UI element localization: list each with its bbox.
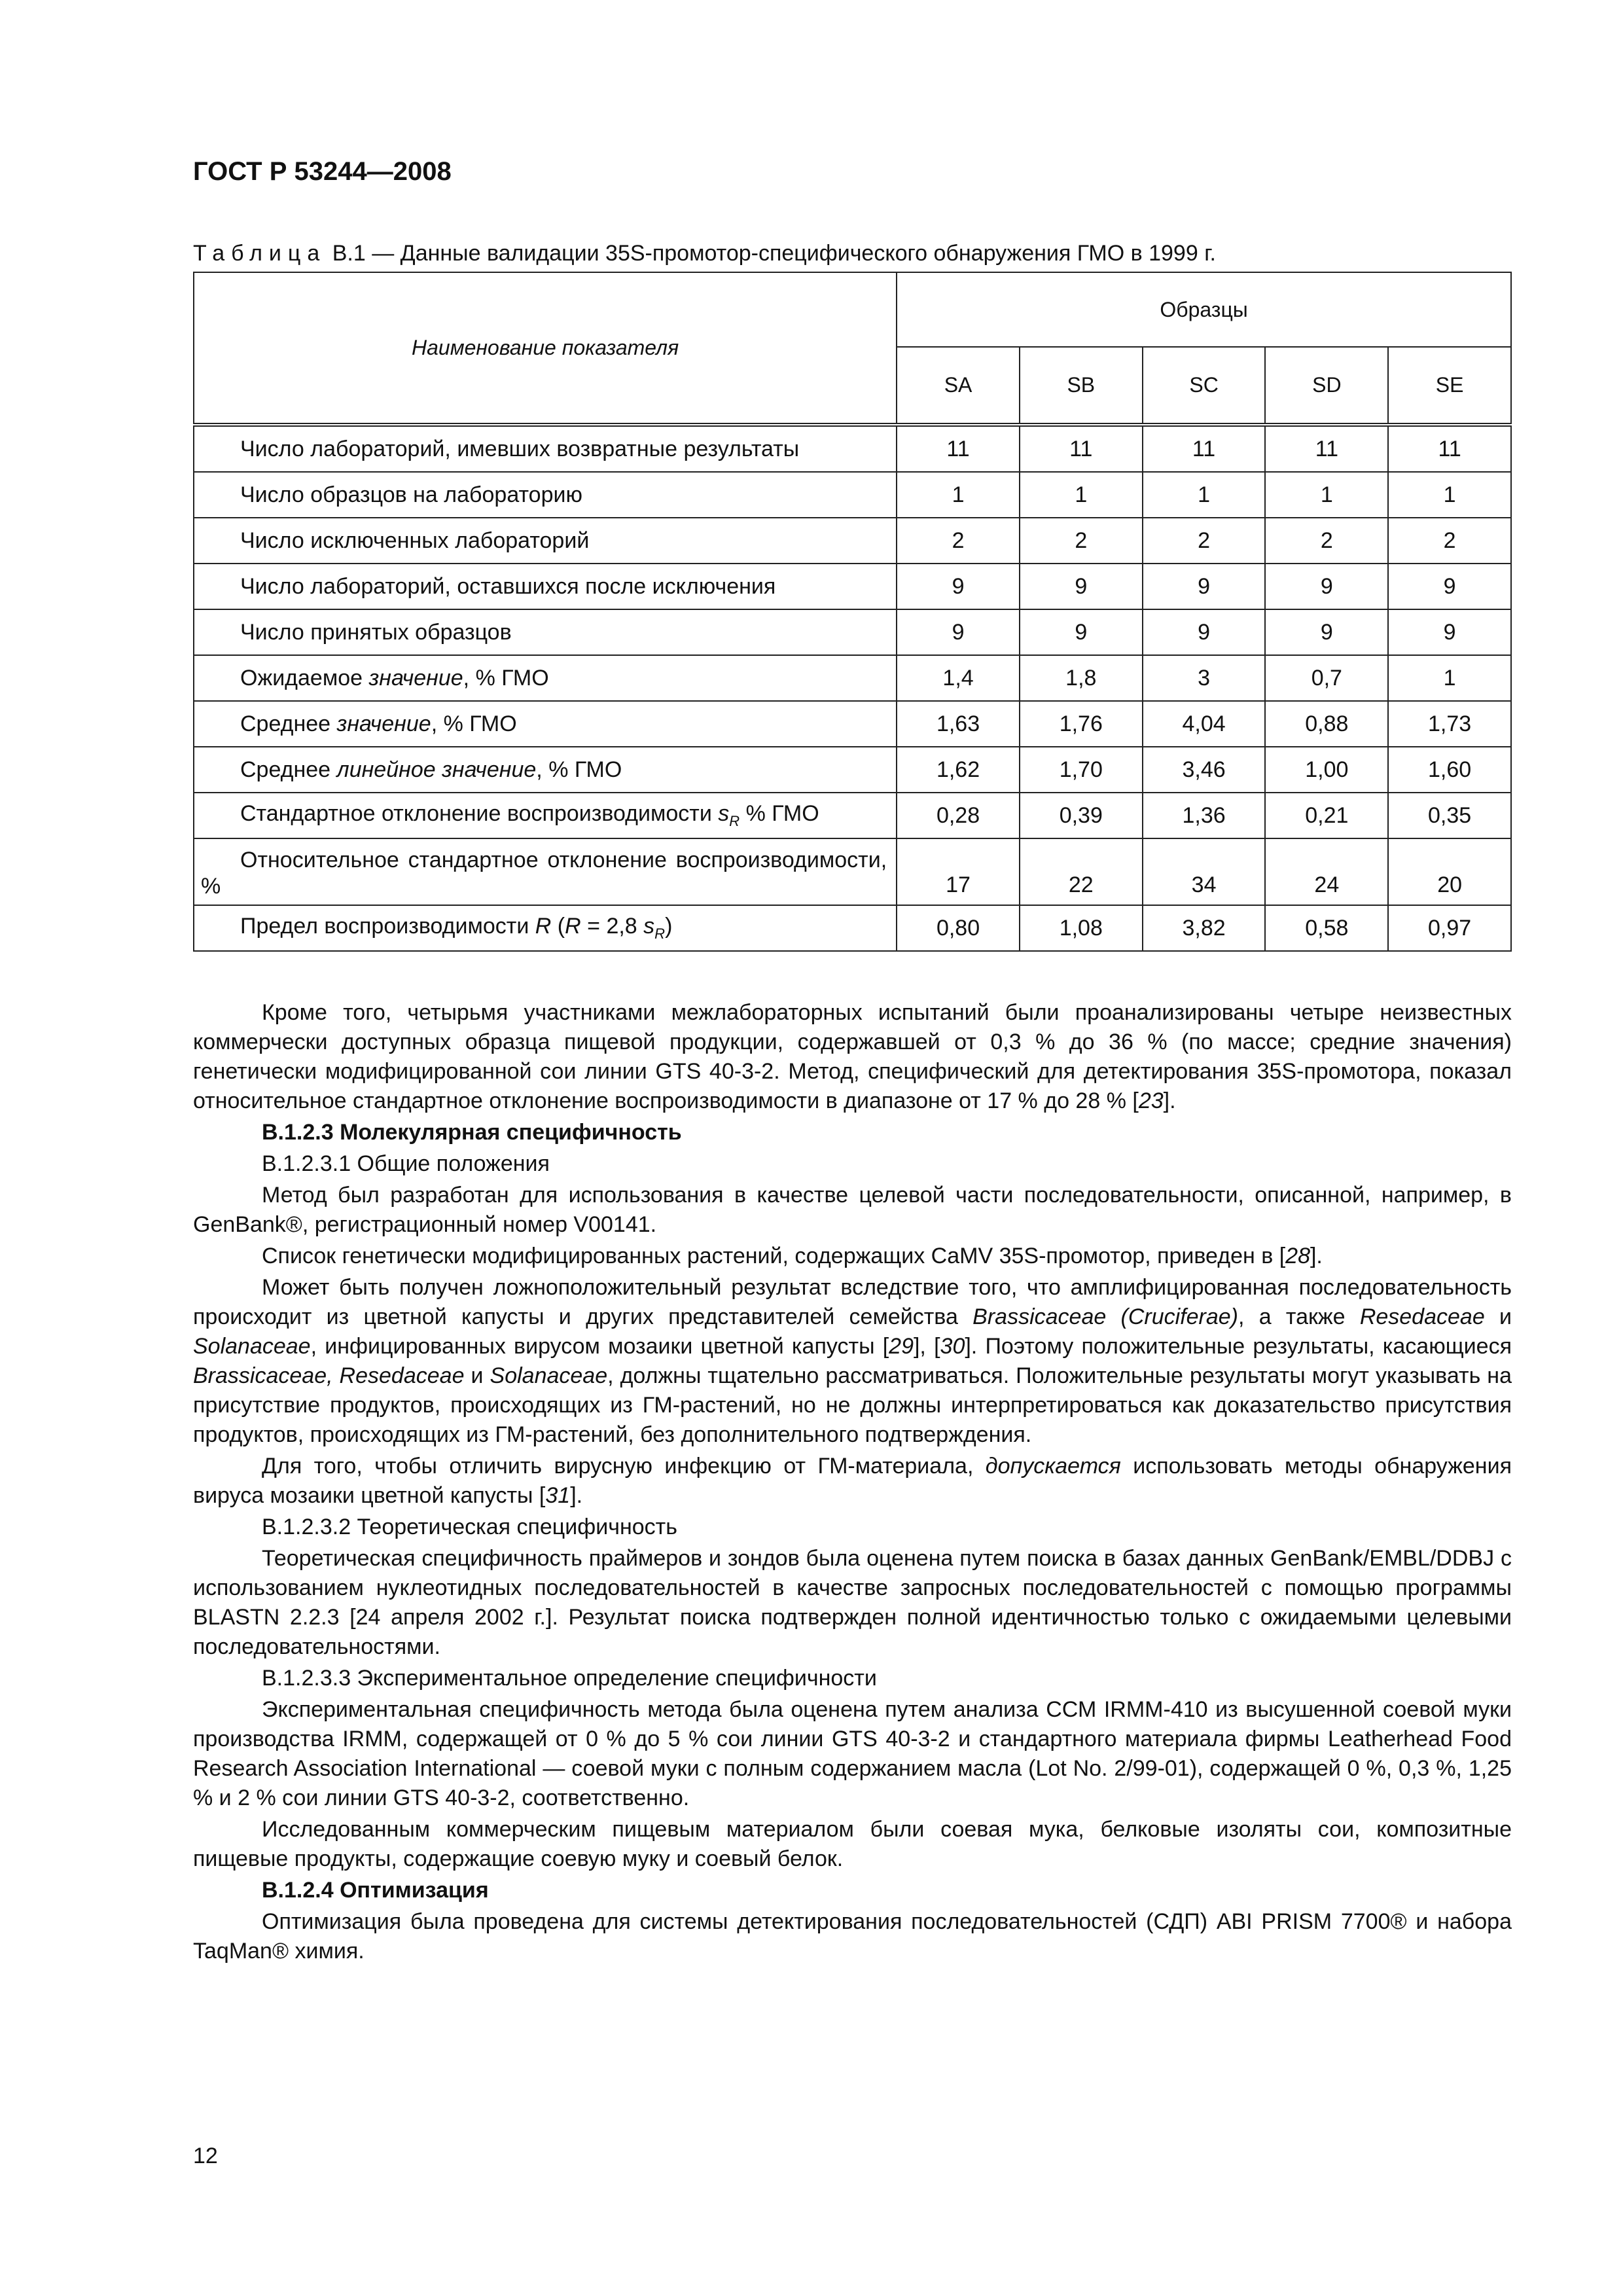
text-run: использовать методы обнаружения вируса мозаики цветной капусты [ [193,1454,1512,1508]
table-cell: 9 [1143,609,1266,655]
text-run: ]. [570,1483,583,1508]
row-label-text: Среднее [240,757,337,782]
table-cell: 17 [897,838,1020,905]
table-cell: 2 [1388,518,1511,564]
row-label-text: = 2,8 [580,914,644,939]
table-row [194,747,1511,793]
row-label: Число лабораторий, имевших возвратные результаты [194,425,897,472]
table-cell: 1,36 [1143,793,1266,838]
table-row [194,793,1511,838]
table-cell: 22 [1020,838,1143,905]
taxon-name: Solanaceae [490,1363,608,1388]
table-cell: 11 [1143,425,1266,472]
table-cell: 3,82 [1143,905,1266,951]
table-cell: 1,4 [897,655,1020,701]
subsection-heading: В.1.2.3.2 Теоретическая специфичность [262,1515,677,1539]
symbol-subscript: R [654,925,666,942]
paragraph: Исследованным коммерческим пищевым материалом были соевая мука, белковые изоляты сои, композитные пищевые продукты, содержащие соевую муку и соевый белок. [193,1817,1512,1871]
reference: 29 [889,1334,914,1359]
subsection-heading: В.1.2.3.1 Общие положения [262,1151,550,1176]
table-cell: 0,80 [897,905,1020,951]
table-cell: 1 [897,472,1020,518]
row-label [194,905,897,951]
taxon-name: Brassicaceae (Cruciferae) [972,1304,1239,1329]
table-cell: 3,46 [1143,747,1266,793]
text-run: ]. [1310,1244,1323,1268]
row-label-text: % ГМО [740,801,819,827]
table-cell: 1 [1143,472,1266,518]
table-cell: 11 [1020,425,1143,472]
section-heading: В.1.2.3 Молекулярная специфичность [262,1120,682,1145]
paragraph: Оптимизация была проведена для системы детектирования последовательностей (СДП) ABI PRISM 7700® и набора TaqMan® химия. [193,1909,1512,1964]
row-label [194,793,897,838]
column-header-samples: Образцы [897,272,1511,347]
table-cell: 9 [1265,609,1388,655]
text-run: Для того, чтобы отличить вирусную инфекцию от ГМ-материала, [262,1454,986,1479]
row-label [194,747,897,793]
row-label: Число принятых образцов [194,609,897,655]
column-header-indicator: Наименование показателя [194,272,897,425]
section-heading: В.1.2.4 Оптимизация [262,1878,489,1903]
table-cell: 1,60 [1388,747,1511,793]
text-run: Кроме того, четырьмя участниками межлабораторных испытаний были проанализированы четыре неизвестных коммерчески доступных образца пищевой продукции, содержавшей от 0,3 % до 36 % (по массе; средние значения) генетически модифицированной сои линии GTS 40-3-2. Метод, специфический для детектирования 35S-промотора, показал относительное стандартное отклонение воспроизводимости в диапазоне от 17 % до 28 % [ [193,1000,1512,1113]
sample-code-header: SC [1143,347,1266,425]
row-label: Число образцов на лабораторию [194,472,897,518]
table-cell: 9 [1388,609,1511,655]
table-row [194,609,1511,655]
table-cell: 2 [897,518,1020,564]
text-run: и [1484,1304,1512,1329]
table-cell: 2 [1265,518,1388,564]
table-cell: 9 [1020,609,1143,655]
table-cell: 1,62 [897,747,1020,793]
reference: 31 [545,1483,571,1508]
table-cell: 1 [1388,472,1511,518]
paragraph: Теоретическая специфичность праймеров и зондов была оценена путем поиска в базах данных GenBank/EMBL/DDBJ с использованием нуклеотидных последовательностей в качестве запросных последовательностей с помощью программы BLASTN 2.2.3 [24 апреля 2002 г.]. Результат поиска подтвержден полной идентичностью только с ожидаемыми целевыми последовательностями. [193,1546,1512,1659]
table-cell: 20 [1388,838,1511,905]
text-run: , а также [1238,1304,1360,1329]
sample-code-header: SB [1020,347,1143,425]
row-label-text: Ожидаемое [240,665,369,691]
row-label [194,701,897,747]
row-label-text: , % ГМО [463,665,549,691]
row-label-text: , % ГМО [431,711,517,736]
symbol-s [643,914,666,942]
table-cell: 2 [1143,518,1266,564]
paragraph: Метод был разработан для использования в качестве целевой части последовательности, описанной, например, в GenBank®, регистрационный номер V00141. [193,1183,1512,1237]
table-row [194,518,1511,564]
row-label: Число исключенных лабораторий [194,518,897,564]
table-cell: 1 [1020,472,1143,518]
table-cell: 9 [1388,564,1511,609]
table-caption-title: В.1 — Данные валидации 35S-промотор-специфического обнаружения ГМО в 1999 г. [326,241,1216,266]
table-cell: 11 [1388,425,1511,472]
table-row [194,425,1511,472]
table-caption [193,241,1216,266]
row-label-italic: линейное значение [336,757,537,782]
row-label-text: ( [551,914,565,939]
sample-code-header: SD [1265,347,1388,425]
taxon-name: Brassicaceae, Resedaceae [193,1363,465,1388]
table-cell: 1,63 [897,701,1020,747]
table-cell: 0,97 [1388,905,1511,951]
symbol-s [718,801,740,829]
symbol-r: R [565,914,581,939]
table-cell: 11 [897,425,1020,472]
paragraph [193,1273,1512,1450]
row-label: Число лабораторий, оставшихся после исключения [194,564,897,609]
symbol-r: R [535,914,552,939]
taxon-name: Solanaceae [193,1334,311,1359]
text-run: ]. [1163,1088,1176,1113]
symbol-subscript: R [729,812,740,829]
table-cell: 0,39 [1020,793,1143,838]
table-cell: 11 [1265,425,1388,472]
table-row [194,564,1511,609]
table-cell: 0,7 [1265,655,1388,701]
table-row [194,905,1511,951]
row-label-italic: значение [368,665,463,691]
row-label-text: Предел воспроизводимости [240,914,535,939]
reference: 23 [1138,1088,1164,1113]
table-row [194,472,1511,518]
reference: 30 [940,1334,965,1359]
symbol-letter: s [643,914,655,939]
table-cell: 1,70 [1020,747,1143,793]
table-cell: 9 [1020,564,1143,609]
taxon-name: Resedaceae [1359,1304,1485,1329]
table-row [194,655,1511,701]
table-cell: 1,00 [1265,747,1388,793]
paragraph [193,1452,1512,1511]
emphasis: допускается [985,1454,1121,1479]
text-run: ], [ [913,1334,940,1359]
text-run: , инфицированных вирусом мозаики цветной капусты [ [310,1334,889,1359]
row-label-text: Стандартное отклонение воспроизводимости [240,801,719,827]
table-cell: 3 [1143,655,1266,701]
table-cell: 2 [1020,518,1143,564]
table-cell: 1 [1265,472,1388,518]
table-cell: 9 [1265,564,1388,609]
table-caption-word: Таблица [193,241,327,266]
table-cell: 1,76 [1020,701,1143,747]
table-cell: 9 [897,609,1020,655]
table-cell: 0,21 [1265,793,1388,838]
table-cell: 0,28 [897,793,1020,838]
text-run: ]. Поэтому положительные результаты, касающиеся [965,1334,1512,1359]
table-cell: 9 [1143,564,1266,609]
paragraph: Экспериментальная специфичность метода была оценена путем анализа ССМ IRMM-410 из высушенной соевой муки производства IRMM, содержащей от 0 % до 5 % сои линии GTS 40-3-2 и стандартного материала фирмы Leatherhead Food Research Association International — соевой муки с полным содержанием масла (Lot No. 2/99-01), содержащей 0 %, 0,3 %, 1,25 % и 2 % сои линии GTS 40-3-2, соответственно. [193,1697,1512,1810]
row-label [194,655,897,701]
table-cell: 34 [1143,838,1266,905]
table-header-row [194,272,1511,347]
reference: 28 [1285,1244,1310,1268]
table-cell: 0,88 [1265,701,1388,747]
page-number: 12 [193,2144,218,2168]
row-label: Относительное стандартное отклонение воспроизводимости, % [194,838,897,905]
table-cell: 1,8 [1020,655,1143,701]
table-cell: 0,35 [1388,793,1511,838]
table-row [194,838,1511,905]
table-cell: 9 [897,564,1020,609]
table-cell: 4,04 [1143,701,1266,747]
row-label-italic: значение [336,711,431,736]
row-label-text: Среднее [240,711,337,736]
sample-code-header: SE [1388,347,1511,425]
table-cell: 1 [1388,655,1511,701]
table-row [194,701,1511,747]
row-label-text: ) [665,914,673,939]
row-label-text: , % ГМО [536,757,622,782]
table-cell: 24 [1265,838,1388,905]
table-cell: 1,73 [1388,701,1511,747]
table-cell: 1,08 [1020,905,1143,951]
body-text [193,998,1512,1968]
validation-table [193,272,1512,952]
standard-designation: ГОСТ Р 53244—2008 [193,157,452,186]
text-run: и [464,1363,490,1388]
subsection-heading: В.1.2.3.3 Экспериментальное определение специфичности [262,1666,877,1691]
paragraph [193,1242,1512,1271]
text-run: , должны тщательно рассматриваться. Положительные результаты могут указывать на присутствие продуктов, происходящих из ГМ-растений, но не должны интерпретироваться как доказательство присутствия продуктов, происходящих из ГМ-растений, без дополнительного подтверждения. [193,1363,1512,1447]
sample-code-header: SA [897,347,1020,425]
text-run: Может быть получен ложноположительный результат вследствие того, что амплифицированная последовательность происходит из цветной капусты и других представителей семейства [193,1275,1512,1329]
paragraph [193,998,1512,1116]
table-cell: 0,58 [1265,905,1388,951]
text-run: Список генетически модифицированных растений, содержащих CaMV 35S-промотор, приведен в [ [262,1244,1286,1268]
symbol-letter: s [718,801,730,827]
